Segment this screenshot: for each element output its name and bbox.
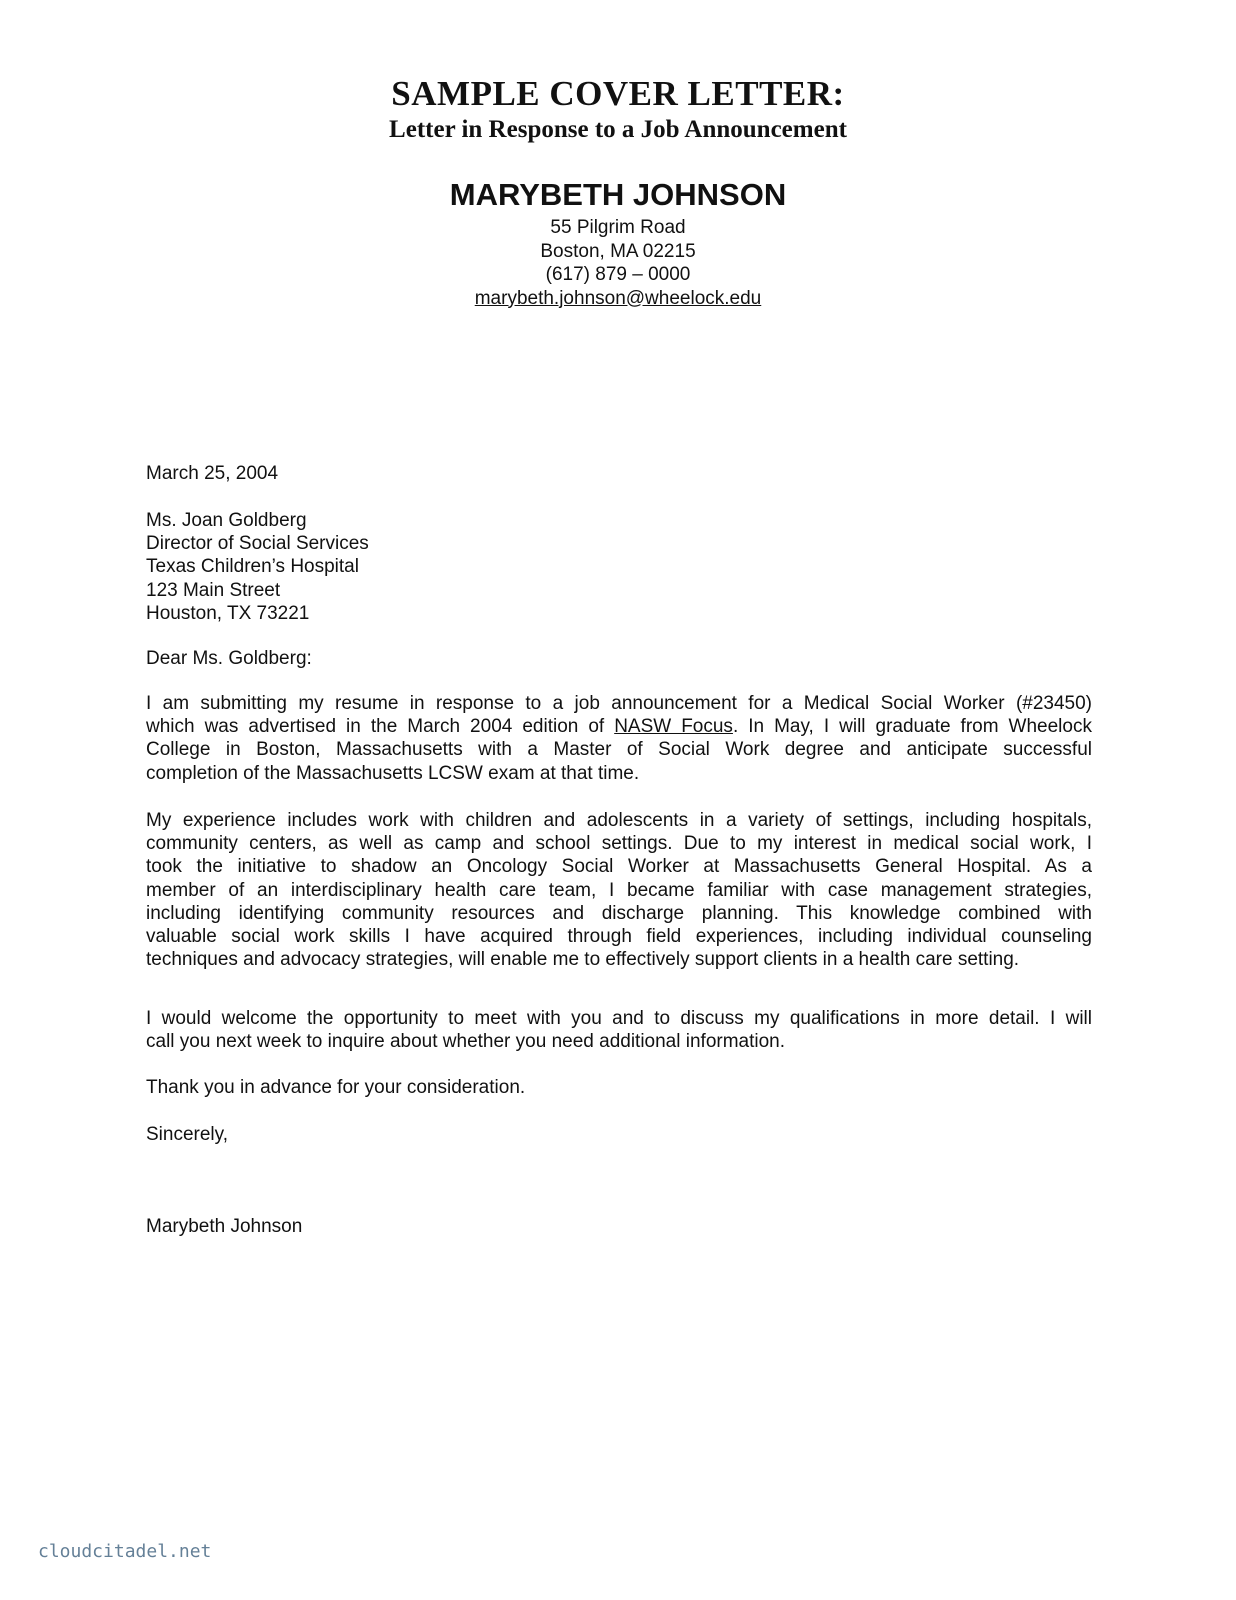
recipient-name: Ms. Joan Goldberg (146, 510, 307, 531)
paragraph-1-line: completion of the Massachusetts LCSW exam at that time. (146, 762, 640, 784)
recipient-title: Director of Social Services (146, 533, 369, 555)
sender-phone: (617) 879 – 0000 (545, 264, 691, 285)
paragraph-1-text: . In May, I will graduate from Wheelock (732, 716, 1092, 738)
sender-email-link[interactable]: marybeth.johnson@wheelock.edu (474, 287, 762, 309)
paragraph-2-line: took the initiative to shadow an Oncology Social Worker at Massachusetts General Hospital. As a (146, 856, 1092, 878)
sender-street: 55 Pilgrim Road (550, 217, 686, 238)
paragraph-2-line: valuable social work skills I have acquired through field experiences, including individual counseling (146, 926, 1092, 948)
paragraph-2-line: member of an interdisciplinary health care team, I became familiar with case management strategies, (146, 879, 1092, 901)
paragraph-1-text: which was advertised in the March 2004 edition of (146, 716, 615, 738)
paragraph-1 (146, 692, 1092, 785)
sender-city-line: Boston, MA 02215 (540, 240, 696, 262)
sender-contact-block (0, 216, 1236, 310)
paragraph-3 (146, 1007, 1092, 1053)
recipient-street: 123 Main Street (146, 579, 281, 601)
letter-date: March 25, 2004 (146, 463, 279, 484)
recipient-organization: Texas Children’s Hospital (146, 556, 359, 578)
paragraph-2-line: techniques and advocacy strategies, will enable me to effectively support clients in a health care setting. (146, 949, 1020, 971)
paragraph-2 (146, 809, 1092, 971)
sender-name: MARYBETH JOHNSON (449, 177, 787, 212)
paragraph-3-line: I would welcome the opportunity to meet with you and to discuss my qualifications in more detail. I will (146, 1008, 1092, 1029)
recipient-address-block (146, 509, 1092, 625)
recipient-city-line: Houston, TX 73221 (146, 602, 310, 624)
watermark-text: cloudcitadel.net (38, 1541, 212, 1562)
paragraph-1-line: College in Boston, Massachusetts with a Master of Social Work degree and anticipate successful (146, 739, 1092, 761)
paragraph-4: Thank you in advance for your consideration. (146, 1077, 526, 1098)
paragraph-3-line: call you next week to inquire about whether you need additional information. (146, 1031, 786, 1053)
paragraph-1-line (146, 715, 1092, 738)
salutation: Dear Ms. Goldberg: (146, 648, 312, 669)
paragraph-2-line: community centers, as well as camp and school settings. Due to my interest in medical social work, I (146, 833, 1092, 855)
signature-name: Marybeth Johnson (146, 1216, 303, 1237)
paragraph-2-line: including identifying community resources and discharge planning. This knowledge combined with (146, 902, 1092, 924)
document-title: SAMPLE COVER LETTER: (391, 74, 845, 113)
publication-title: NASW Focus (614, 716, 733, 738)
document-subtitle: Letter in Response to a Job Announcement (389, 116, 847, 143)
paragraph-1-line: I am submitting my resume in response to a job announcement for a Medical Social Worker (#23450) (146, 693, 1092, 714)
paragraph-2-line: My experience includes work with children and adolescents in a variety of settings, including hospitals, (146, 810, 1092, 831)
closing: Sincerely, (146, 1124, 229, 1145)
